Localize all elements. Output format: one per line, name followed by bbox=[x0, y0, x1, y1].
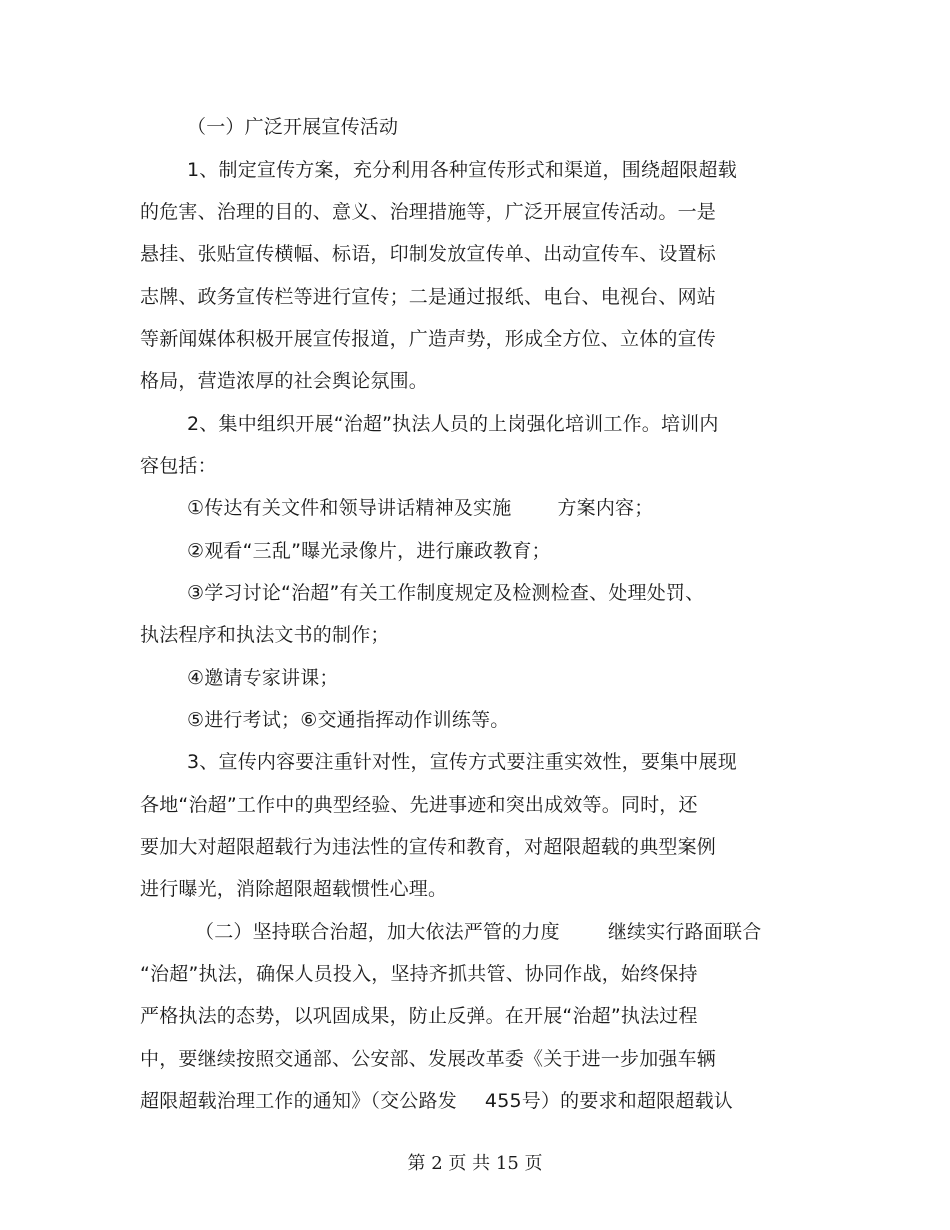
total-pages-number: 15 bbox=[495, 1153, 519, 1174]
paragraph-line: 2、集中组织开展“治超”执法人员的上岗强化培训工作。培训内 bbox=[187, 413, 719, 435]
list-item-line: ③学习讨论“治超”有关工作制度规定及检测检查、处理处罚、 bbox=[187, 582, 705, 604]
footer-page-label: 页 bbox=[448, 1153, 467, 1174]
paragraph-line: 要加大对超限超载行为违法性的宣传和教育，对超限超载的典型案例 bbox=[140, 836, 717, 858]
paragraph-line: “治超”执法，确保人员投入，坚持齐抓共管、协同作战，始终保持 bbox=[140, 963, 698, 985]
list-item-line: ④邀请专家讲课； bbox=[187, 667, 339, 689]
paragraph-text: 超限超载治理工作的通知》（交公路发 bbox=[140, 1090, 457, 1112]
paragraph-line: 中，要继续按照交通部、公安部、发展改革委《关于进一步加强车辆 bbox=[140, 1048, 717, 1070]
list-item-line: 执法程序和执法文书的制作； bbox=[140, 624, 390, 646]
paragraph-text: 455号）的要求和超限超载认 bbox=[484, 1090, 733, 1112]
page-footer bbox=[0, 1152, 950, 1176]
paragraph-line: 3、宣传内容要注重针对性，宣传方式要注重实效性，要集中展现 bbox=[187, 751, 737, 773]
list-item-text: 方案内容； bbox=[557, 497, 654, 519]
paragraph-line bbox=[140, 1088, 733, 1114]
paragraph-line: 格局，营造浓厚的社会舆论氛围。 bbox=[140, 370, 429, 392]
paragraph-line: 严格执法的态势，以巩固成果，防止反弹。在开展“治超”执法过程 bbox=[140, 1005, 698, 1027]
paragraph-line: 的危害、治理的目的、意义、治理措施等，广泛开展宣传活动。一是 bbox=[140, 201, 717, 223]
section-heading-1: （一）广泛开展宣传活动 bbox=[187, 116, 399, 138]
paragraph-line: 进行曝光，消除超限超载惯性心理。 bbox=[140, 878, 448, 900]
footer-prefix: 第 bbox=[407, 1153, 426, 1174]
paragraph-line: 悬挂、张贴宣传横幅、标语，印制发放宣传单、出动宣传车、设置标 bbox=[140, 243, 717, 265]
paragraph-line: 1、制定宣传方案，充分利用各种宣传形式和渠道，围绕超限超载 bbox=[187, 159, 737, 181]
list-item-text: ①传达有关文件和领导讲话精神及实施 bbox=[187, 497, 512, 519]
paragraph-line: 容包括： bbox=[140, 455, 217, 477]
current-page-number: 2 bbox=[431, 1153, 443, 1174]
footer-total-prefix: 共 bbox=[472, 1153, 491, 1174]
paragraph-text: 继续实行路面联合 bbox=[607, 921, 762, 943]
paragraph-line: 各地“治超”工作中的典型经验、先进事迹和突出成效等。同时，还 bbox=[140, 794, 698, 816]
list-item-line: ⑤进行考试；⑥交通指挥动作训练等。 bbox=[187, 709, 510, 731]
section-heading-text: （二）坚持联合治超，加大依法严管的力度 bbox=[195, 921, 560, 943]
footer-suffix: 页 bbox=[524, 1153, 543, 1174]
paragraph-line: 等新闻媒体积极开展宣传报道，广造声势，形成全方位、立体的宣传 bbox=[140, 328, 717, 350]
paragraph-line: 志牌、政务宣传栏等进行宣传；二是通过报纸、电台、电视台、网站 bbox=[140, 286, 717, 308]
section-heading-2 bbox=[195, 919, 761, 945]
list-item-line: ②观看“三乱”曝光录像片，进行廉政教育； bbox=[187, 540, 551, 562]
list-item-line bbox=[187, 495, 653, 521]
